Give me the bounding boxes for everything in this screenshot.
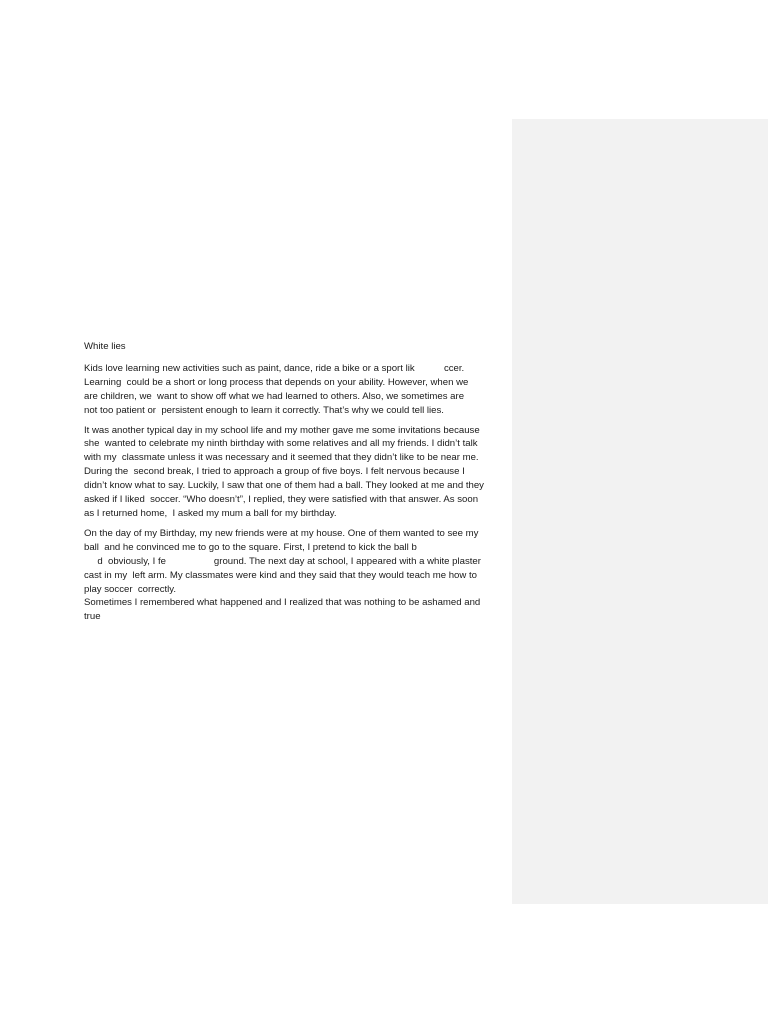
text-line: cast in my left arm. My classmates were kind and they said that they would teach me how to — [84, 569, 477, 581]
text-line: not too patient or persistent enough to learn it correctly. That’s why we could tell lies. — [84, 404, 444, 416]
text-line: as I returned home, I asked my mum a ball for my birthday. — [84, 507, 337, 519]
text-line: asked if I liked soccer. “Who doesn’t”, I replied, they were satisfied with that answer. As soon — [84, 494, 479, 506]
text-line: didn’t know what to say. Luckily, I saw that one of them had a ball. They looked at me and they — [84, 480, 484, 492]
text-line: Sometimes I remembered what happened and I realized that was nothing to be ashamed and — [84, 597, 481, 609]
text-line: Kids love learning new activities such as paint, dance, ride a bike or a sport lik ccer. — [84, 362, 465, 374]
text-line: are children, we want to show off what we had learned to others. Also, we sometimes are — [84, 390, 465, 402]
paragraph-3 — [84, 527, 514, 624]
paragraph-2 — [84, 424, 514, 521]
text-line: ball and he convinced me to go to the square. First, I pretend to kick the ball b — [84, 541, 417, 553]
text-line: she wanted to celebrate my ninth birthday with some relatives and all my friends. I didn’t talk — [84, 438, 478, 450]
text-line: true — [84, 611, 101, 623]
text-line: with my classmate unless it was necessary and it seemed that they didn’t like to be near me. — [84, 452, 479, 464]
document-title: White lies — [84, 341, 126, 352]
document-body — [84, 340, 514, 630]
text-line: play soccer correctly. — [84, 583, 177, 595]
text-line: It was another typical day in my school life and my mother gave me some invitations because — [84, 424, 480, 436]
text-line: Learning could be a short or long process that depends on your ability. However, when we — [84, 376, 469, 388]
paragraph-1 — [84, 362, 514, 418]
comment-pane — [512, 119, 768, 904]
text-line: d obviously, I fe ground. The next day at school, I appeared with a white plaster — [84, 555, 481, 567]
text-line: On the day of my Birthday, my new friends were at my house. One of them wanted to see my — [84, 527, 479, 539]
text-line: During the second break, I tried to approach a group of five boys. I felt nervous because I — [84, 466, 465, 478]
